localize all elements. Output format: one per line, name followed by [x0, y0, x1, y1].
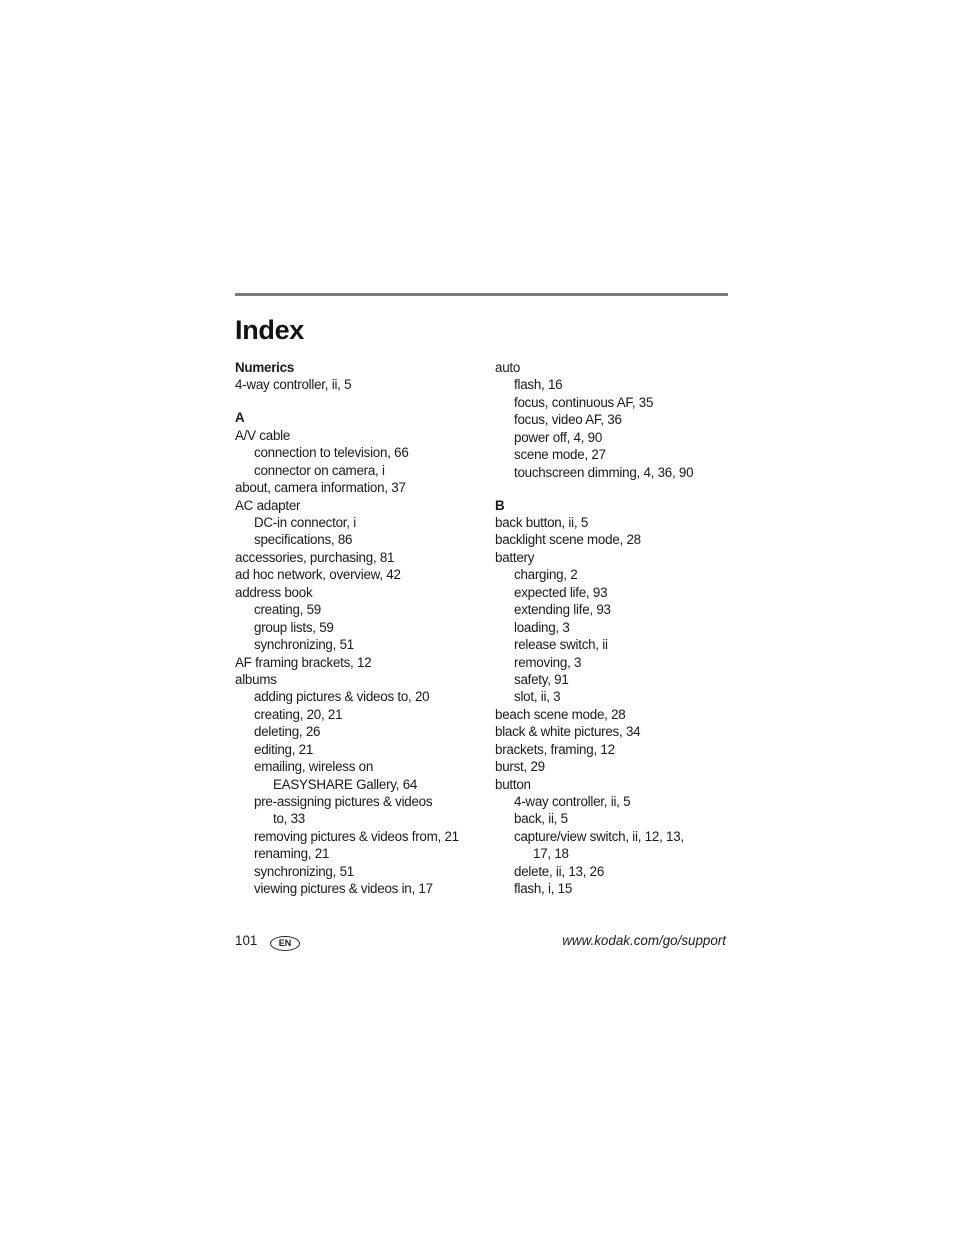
index-section-heading: B [495, 497, 505, 513]
index-subentry: touchscreen dimming, 4, 36, 90 [514, 464, 694, 480]
top-rule [235, 293, 728, 296]
index-subentry: DC-in connector, i [254, 515, 356, 530]
index-subentry: synchronizing, 51 [254, 863, 354, 879]
index-entry: albums [235, 671, 277, 687]
index-entry: button [495, 776, 531, 792]
index-subentry: capture/view switch, ii, 12, 13, [514, 828, 684, 844]
index-entry: backlight scene mode, 28 [495, 532, 641, 548]
index-subentry: delete, ii, 13, 26 [514, 863, 605, 879]
language-badge: EN [270, 936, 300, 951]
index-subentry: editing, 21 [254, 741, 314, 757]
index-entry: A/V cable [235, 427, 291, 443]
index-section-heading: Numerics [235, 360, 295, 375]
index-subentry: deleting, 26 [254, 724, 321, 740]
index-entry: 4-way controller, ii, 5 [235, 377, 352, 393]
index-continuation: to, 33 [273, 811, 306, 827]
index-entry: brackets, framing, 12 [495, 741, 615, 757]
index-entry: about, camera information, 37 [235, 480, 406, 496]
index-subentry: back, ii, 5 [514, 811, 568, 827]
index-subentry: loading, 3 [514, 619, 570, 635]
index-subentry: connector on camera, i [254, 462, 385, 478]
index-entry: beach scene mode, 28 [495, 706, 626, 722]
index-subentry: scene mode, 27 [514, 447, 606, 463]
page-footer [235, 931, 726, 953]
section-gap [495, 481, 735, 497]
index-continuation: EASYSHARE Gallery, 64 [273, 776, 418, 792]
index-entry: black & white pictures, 34 [495, 724, 641, 740]
index-subentry: pre-assigning pictures & videos [254, 794, 433, 809]
index-section-heading: A [235, 410, 245, 426]
index-subentry: synchronizing, 51 [254, 637, 354, 653]
index-subentry: emailing, wireless on [254, 759, 374, 775]
index-entry: auto [495, 360, 521, 375]
page-number: 101 [235, 933, 258, 948]
section-gap [235, 394, 475, 410]
index-subentry: release switch, ii [514, 637, 608, 653]
index-subentry: renaming, 21 [254, 846, 330, 862]
index-entry: battery [495, 549, 535, 565]
index-subentry: creating, 20, 21 [254, 706, 343, 722]
index-subentry: expected life, 93 [514, 584, 608, 600]
index-subentry: extending life, 93 [514, 602, 611, 618]
index-subentry: 4-way controller, ii, 5 [514, 794, 631, 809]
index-subentry: removing, 3 [514, 654, 582, 670]
index-entry: AF framing brackets, 12 [235, 654, 372, 670]
index-entry: accessories, purchasing, 81 [235, 549, 395, 565]
index-column-left [235, 359, 475, 898]
index-subentry: connection to television, 66 [254, 445, 409, 461]
index-entry: ad hoc network, overview, 42 [235, 567, 401, 583]
index-continuation: 17, 18 [533, 846, 569, 862]
index-subentry: focus, video AF, 36 [514, 412, 622, 428]
index-subentry: slot, ii, 3 [514, 689, 561, 705]
index-subentry: power off, 4, 90 [514, 429, 603, 445]
index-subentry: specifications, 86 [254, 532, 353, 548]
index-subentry: charging, 2 [514, 567, 578, 583]
index-subentry: creating, 59 [254, 602, 321, 618]
index-column-right [495, 359, 735, 898]
index-subentry: viewing pictures & videos in, 17 [254, 881, 433, 897]
page-title: Index [235, 315, 305, 345]
index-subentry: safety, 91 [514, 671, 569, 687]
index-subentry: flash, 16 [514, 377, 563, 393]
index-subentry: focus, continuous AF, 35 [514, 394, 654, 410]
index-entry: address book [235, 584, 313, 600]
index-entry: back button, ii, 5 [495, 515, 589, 530]
support-url[interactable]: www.kodak.com/go/support [562, 933, 726, 948]
index-subentry: removing pictures & videos from, 21 [254, 828, 459, 844]
index-entry: burst, 29 [495, 759, 545, 775]
index-entry: AC adapter [235, 497, 301, 513]
index-subentry: group lists, 59 [254, 619, 334, 635]
index-subentry: adding pictures & videos to, 20 [254, 689, 430, 705]
index-subentry: flash, i, 15 [514, 881, 573, 897]
